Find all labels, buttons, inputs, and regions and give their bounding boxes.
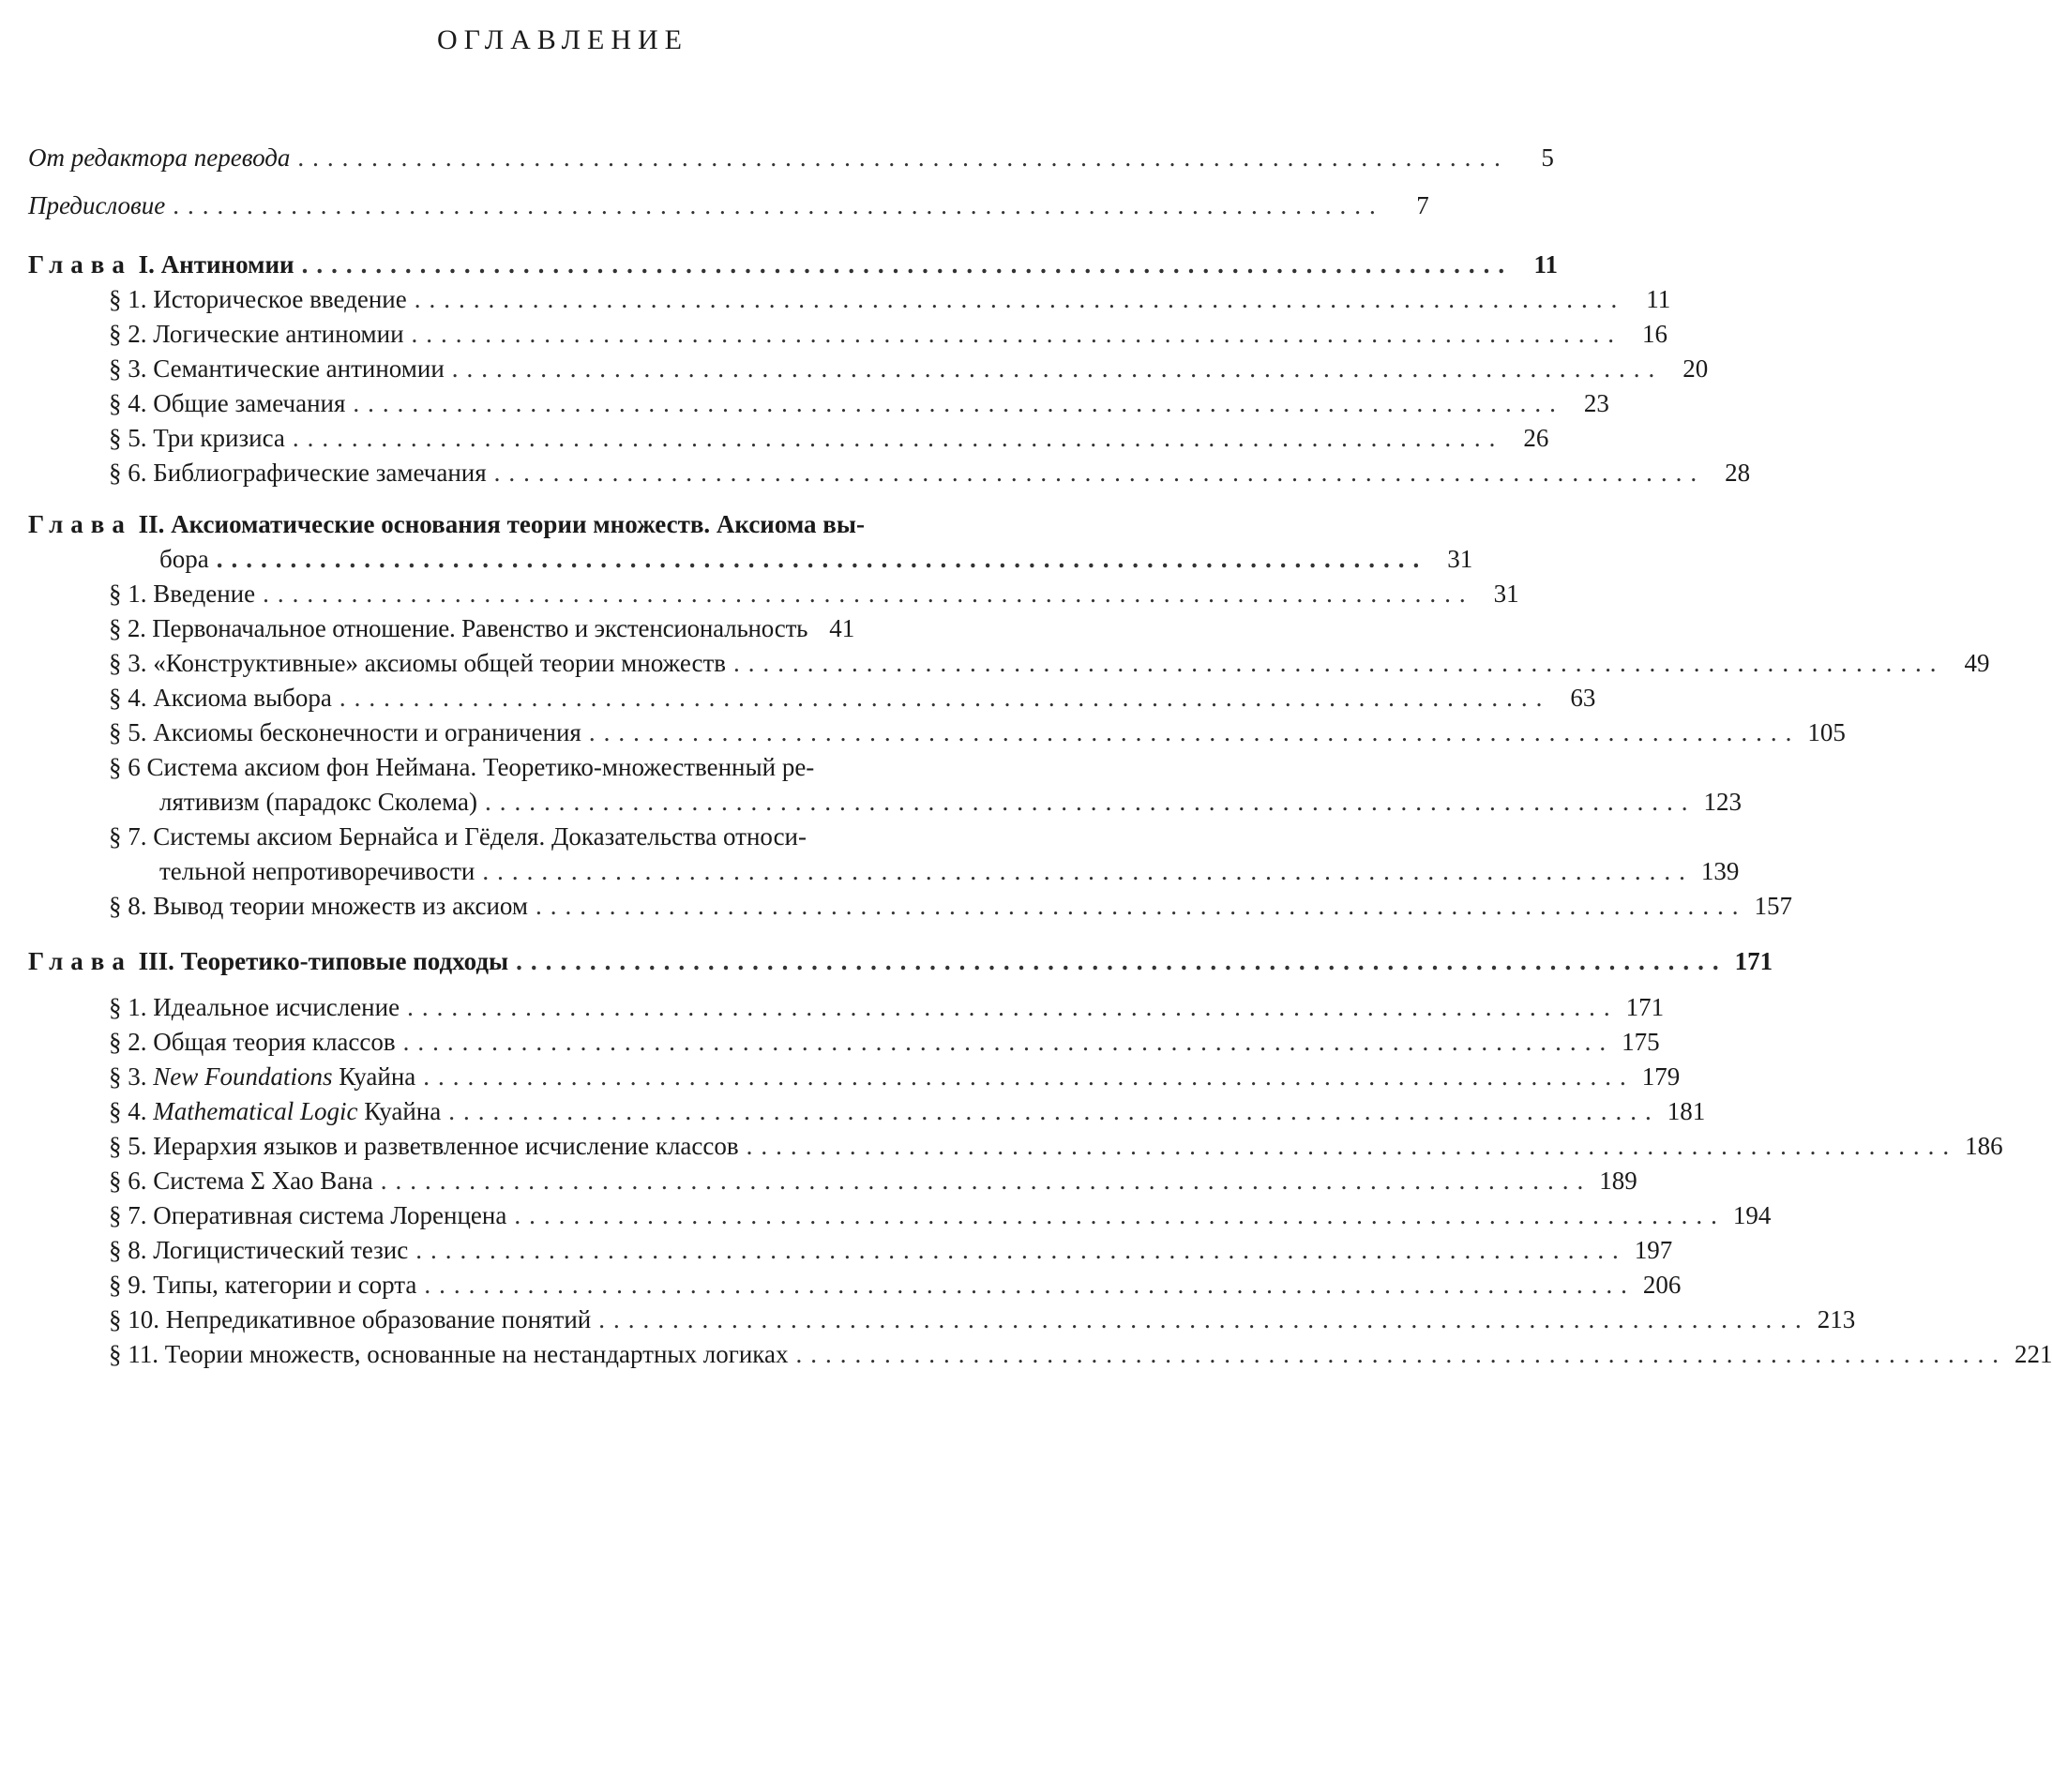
chapter-entry[interactable] (28, 944, 1773, 979)
section-label: § 7. Оперативная система Лоренцена (109, 1201, 507, 1229)
section-entry[interactable] (28, 282, 1671, 317)
toc-page-number: 197 (1634, 1236, 1673, 1264)
toc-page-number: 26 (1523, 424, 1549, 452)
section-label: § 8. Вывод теории множеств из аксиом (109, 892, 529, 920)
section-entry[interactable] (28, 1268, 1682, 1303)
toc-page-number: 175 (1622, 1028, 1660, 1056)
chapter-number: II. (138, 510, 165, 538)
section-label-prefix: § 3. (109, 1062, 154, 1091)
chapter-word: Глава (28, 947, 132, 975)
section-label-continuation: тельной непротиворечивости (159, 857, 475, 885)
toc-page-number: 28 (1725, 459, 1751, 487)
section-label: § 6. Система Σ Хао Вана (109, 1167, 373, 1195)
toc-page-number: 20 (1682, 354, 1709, 383)
section-label: § 11. Теории множеств, основанные на нестандартных логиках (109, 1340, 789, 1368)
section-entry[interactable] (28, 1337, 2052, 1372)
leader-dots: .................................................................................. (795, 1340, 2007, 1368)
leader-dots: .................................................................................. (263, 580, 1474, 608)
toc-entry[interactable] (28, 188, 1429, 223)
toc-page-number: 221 (2014, 1340, 2052, 1368)
toc-page-number: 5 (1541, 143, 1554, 172)
leader-dots: .................................................................................. (414, 285, 1626, 313)
section-entry[interactable] (28, 352, 1709, 386)
chapter-entry-line2[interactable] (28, 542, 1473, 577)
toc-page-number: 41 (829, 614, 855, 642)
section-label: § 1. Историческое введение (109, 285, 407, 313)
toc-page-number: 213 (1817, 1305, 1856, 1333)
leader-dots: .................................................................................. (415, 1236, 1627, 1264)
section-entry[interactable] (28, 386, 1609, 421)
section-label: § 3. «Конструктивные» аксиомы общей теории множеств (109, 649, 727, 677)
section-entry[interactable] (28, 611, 1097, 646)
section-entry[interactable] (28, 1060, 1681, 1094)
table-of-contents (28, 141, 2052, 1372)
section-entry[interactable] (28, 1164, 1637, 1198)
chapter-title: Антиномии (160, 250, 294, 279)
toc-entry-label: Предисловие (28, 191, 166, 219)
section-label-italic: New Foundations (153, 1062, 333, 1091)
section-label-italic: Mathematical Logic (153, 1097, 358, 1125)
leader-dots: .................................................................................. (301, 250, 1514, 279)
section-label: § 4. Общие замечания (109, 389, 346, 417)
toc-page-number: 181 (1667, 1097, 1706, 1125)
leader-dots: .................................................................................. (402, 1028, 1615, 1056)
section-entry[interactable] (28, 1198, 1772, 1233)
section-entry[interactable] (28, 1094, 1706, 1129)
section-label: § 8. Логицистический тезис (109, 1236, 409, 1264)
section-label: § 5. Аксиомы бесконечности и ограничения (109, 718, 581, 746)
toc-page-number: 157 (1754, 892, 1793, 920)
leader-dots: .................................................................................. (733, 649, 1945, 677)
section-label: § 3. Семантические антиномии (109, 354, 445, 383)
chapter-entry[interactable] (28, 248, 1559, 282)
leader-dots: .................................................................................. (493, 459, 1706, 487)
section-entry[interactable] (28, 715, 1846, 750)
leader-dots: .................................................................................. (292, 424, 1504, 452)
section-label: § 2. Общая теория классов (109, 1028, 396, 1056)
section-entry[interactable] (28, 456, 1751, 490)
section-label: § 5. Иерархия языков и разветвленное исчисление классов (109, 1132, 739, 1160)
chapter-word: Глава (28, 250, 132, 279)
toc-page-number: 16 (1642, 320, 1668, 348)
leader-dots: .................................................................................. (216, 545, 1428, 573)
section-label-suffix: Куайна (357, 1097, 442, 1125)
leader-dots: .................................................................................. (411, 320, 1623, 348)
section-entry-line1[interactable] (28, 820, 1097, 854)
leader-dots: .................................................................................. (485, 788, 1697, 816)
section-label-continuation: лятивизм (парадокс Сколема) (159, 788, 478, 816)
toc-page-number: 11 (1533, 250, 1559, 279)
toc-page-number: 7 (1416, 191, 1429, 219)
toc-page-number: 31 (1493, 580, 1519, 608)
leader-dots: .................................................................................. (339, 684, 1551, 712)
toc-page-number: 23 (1583, 389, 1609, 417)
leader-dots: .................................................................................. (516, 947, 1728, 975)
section-label: § 10. Непредикативное образование понятий (109, 1305, 592, 1333)
leader-dots: .................................................................................. (588, 718, 1801, 746)
toc-page-number: 186 (1965, 1132, 2003, 1160)
toc-page-number: 171 (1625, 993, 1665, 1021)
section-label-suffix: Куайна (332, 1062, 416, 1091)
toc-page-number: 179 (1641, 1062, 1681, 1091)
section-label: § 1. Идеальное исчисление (109, 993, 400, 1021)
section-entry[interactable] (28, 1025, 1660, 1060)
section-entry-line2[interactable] (28, 785, 1743, 820)
toc-page-number: 105 (1807, 718, 1846, 746)
chapter-title-continuation: бора (159, 545, 209, 573)
section-label: § 6. Библиографические замечания (109, 459, 487, 487)
leader-dots: .................................................................................. (746, 1132, 1958, 1160)
chapter-entry-line1[interactable] (28, 507, 1097, 542)
section-entry[interactable] (28, 990, 1665, 1025)
toc-page-number: 123 (1703, 788, 1743, 816)
section-label: § 9. Типы, категории и сорта (109, 1271, 417, 1299)
leader-dots: .................................................................................. (353, 389, 1564, 417)
section-label: § 2. Первоначальное отношение. Равенство и экстенсиональность (109, 614, 808, 642)
section-entry[interactable] (28, 646, 1990, 681)
leader-dots: .................................................................................. (297, 143, 1509, 172)
section-entry[interactable] (28, 577, 1519, 611)
leader-dots: .................................................................................. (423, 1062, 1635, 1091)
toc-entry-label: От редактора перевода (28, 143, 291, 172)
section-entry-line1[interactable] (28, 750, 1097, 785)
leader-dots: .................................................................................. (424, 1271, 1636, 1299)
section-entry[interactable] (28, 317, 1668, 352)
section-entry[interactable] (28, 889, 1793, 924)
section-entry[interactable] (28, 1303, 1856, 1337)
leader-dots: .................................................................................. (536, 892, 1747, 920)
leader-dots: .................................................................................. (514, 1201, 1726, 1229)
leader-dots: .................................................................................. (173, 191, 1384, 219)
section-label: § 2. Логические антиномии (109, 320, 404, 348)
chapter-title: Теоретико-типовые подходы (180, 947, 509, 975)
section-label: § 4. Аксиома выбора (109, 684, 332, 712)
chapter-title: Аксиоматические основания теории множеств. Аксиома вы- (171, 510, 865, 538)
chapter-number: I. (138, 250, 155, 279)
toc-page-number: 189 (1599, 1167, 1637, 1195)
leader-dots: .................................................................................. (451, 354, 1664, 383)
section-label: § 5. Три кризиса (109, 424, 285, 452)
section-label: § 1. Введение (109, 580, 256, 608)
toc-page-number: 171 (1734, 947, 1773, 975)
toc-page-number: 11 (1646, 285, 1671, 313)
section-label: § 7. Системы аксиом Бернайса и Гёделя. Доказательства относи- (109, 822, 807, 851)
section-entry[interactable] (28, 681, 1596, 715)
toc-page-number: 139 (1700, 857, 1740, 885)
section-label: § 6 Система аксиом фон Неймана. Теоретико-множественный ре- (109, 753, 815, 781)
leader-dots: .................................................................................. (380, 1167, 1592, 1195)
toc-page-number: 206 (1642, 1271, 1682, 1299)
section-entry[interactable] (28, 1129, 2003, 1164)
section-entry[interactable] (28, 421, 1549, 456)
toc-entry[interactable] (28, 141, 1554, 175)
page-title: ОГЛАВЛЕНИЕ (437, 24, 688, 55)
toc-page-number: 31 (1447, 545, 1473, 573)
section-label-prefix: § 4. (109, 1097, 154, 1125)
toc-page-number: 49 (1964, 649, 1990, 677)
leader-dots: .................................................................................. (482, 857, 1694, 885)
toc-page-number: 63 (1570, 684, 1596, 712)
leader-dots: .................................................................................. (598, 1305, 1810, 1333)
leader-dots: .................................................................................. (407, 993, 1619, 1021)
section-entry-line2[interactable] (28, 854, 1740, 889)
section-entry[interactable] (28, 1233, 1673, 1268)
leader-dots: .................................................................................. (448, 1097, 1660, 1125)
toc-page-number: 194 (1732, 1201, 1772, 1229)
chapter-number: III. (138, 947, 174, 975)
chapter-word: Глава (28, 510, 132, 538)
